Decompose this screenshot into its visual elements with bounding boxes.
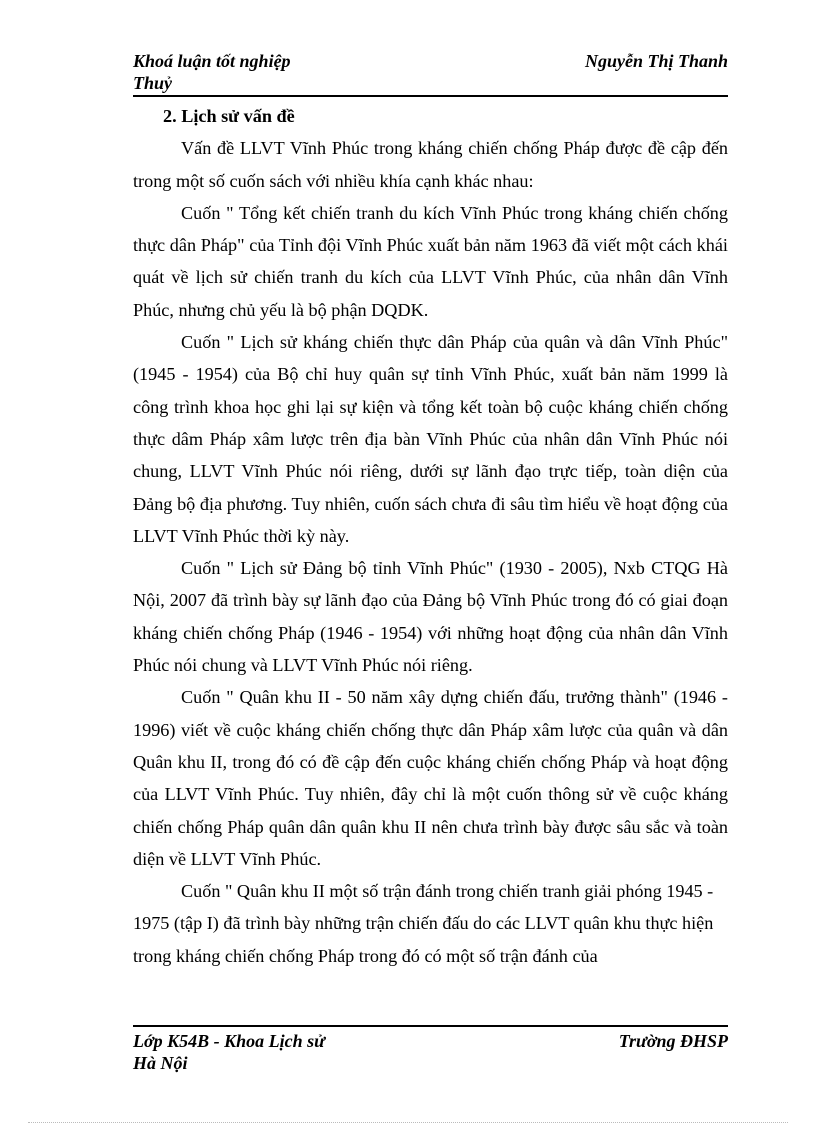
page-footer xyxy=(133,1030,728,1074)
paragraph-4: Cuốn " Lịch sử Đảng bộ tỉnh Vĩnh Phúc" (1930 - 2005), Nxb CTQG Hà Nội, 2007 đã trình bày sự lãnh đạo của Đảng bộ Vĩnh Phúc trong đó có giai đoạn kháng chiến chống Pháp (1946 - 1954) với những hoạt động của nhân dân Vĩnh Phúc nói chung và LLVT Vĩnh Phúc nói riêng. xyxy=(133,558,728,676)
paragraph-6: Cuốn " Quân khu II một số trận đánh trong chiến tranh giải phóng 1945 - 1975 (tập I) đã trình bày những trận chiến đấu do các LLVT quân khu thực hiện trong kháng chiến chống Pháp trong đó có một số trận đánh của xyxy=(133,881,714,966)
page-body xyxy=(133,100,728,972)
header-rule xyxy=(133,95,728,97)
footer-class-label: Lớp K54B - Khoa Lịch sử xyxy=(133,1031,325,1051)
footer-university: Trường ĐHSP xyxy=(618,1031,728,1051)
header-author-name-cont: Thuỷ xyxy=(133,73,173,93)
header-thesis-label: Khoá luận tốt nghiệp xyxy=(133,51,291,71)
section-heading: 2. Lịch sử vấn đề xyxy=(163,106,295,126)
paragraph-3: Cuốn " Lịch sử kháng chiến thực dân Pháp của quân và dân Vĩnh Phúc" (1945 - 1954) của Bộ chỉ huy quân sự tỉnh Vĩnh Phúc, xuất bản năm 1999 là công trình khoa học ghi lại sự kiện và tổng kết toàn bộ cuộc kháng chiến chống thực dâm Pháp xâm lược trên địa bàn Vĩnh Phúc của nhân dân Vĩnh Phúc nói chung, LLVT Vĩnh Phúc nói riêng, dưới sự lãnh đạo trực tiếp, toàn diện của Đảng bộ địa phương. Tuy nhiên, cuốn sách chưa đi sâu tìm hiểu về hoạt động của LLVT Vĩnh Phúc thời kỳ này. xyxy=(133,332,728,546)
header-author-name: Nguyễn Thị Thanh xyxy=(584,51,728,71)
footer-rule xyxy=(133,1025,728,1027)
paragraph-2: Cuốn " Tổng kết chiến tranh du kích Vĩnh Phúc trong kháng chiến chống thực dân Pháp" của Tỉnh đội Vĩnh Phúc xuất bản năm 1963 đã viết một cách khái quát về lịch sử chiến tranh du kích của LLVT Vĩnh Phúc, của nhân dân Vĩnh Phúc, nhưng chủ yếu là bộ phận DQDK. xyxy=(133,202,728,320)
footer-city: Hà Nội xyxy=(133,1053,188,1073)
page-header xyxy=(133,50,728,94)
paragraph-5: Cuốn " Quân khu II - 50 năm xây dựng chiến đấu, trưởng thành" (1946 - 1996) viết về cuộc kháng chiến chống thực dân Pháp xâm lược của quân và dân Quân khu II, trong đó có đề cập đến cuộc kháng chiến chống Pháp và hoạt động của LLVT Vĩnh Phúc. Tuy nhiên, đây chỉ là một cuốn thông sử về cuộc kháng chiến chống Pháp quân dân quân khu II nên chưa trình bày được sâu sắc và toàn diện về LLVT Vĩnh Phúc. xyxy=(133,687,728,869)
paragraph-1: Vấn đề LLVT Vĩnh Phúc trong kháng chiến chống Pháp được đề cập đến trong một số cuốn sách với nhiều khía cạnh khác nhau: xyxy=(133,138,728,191)
